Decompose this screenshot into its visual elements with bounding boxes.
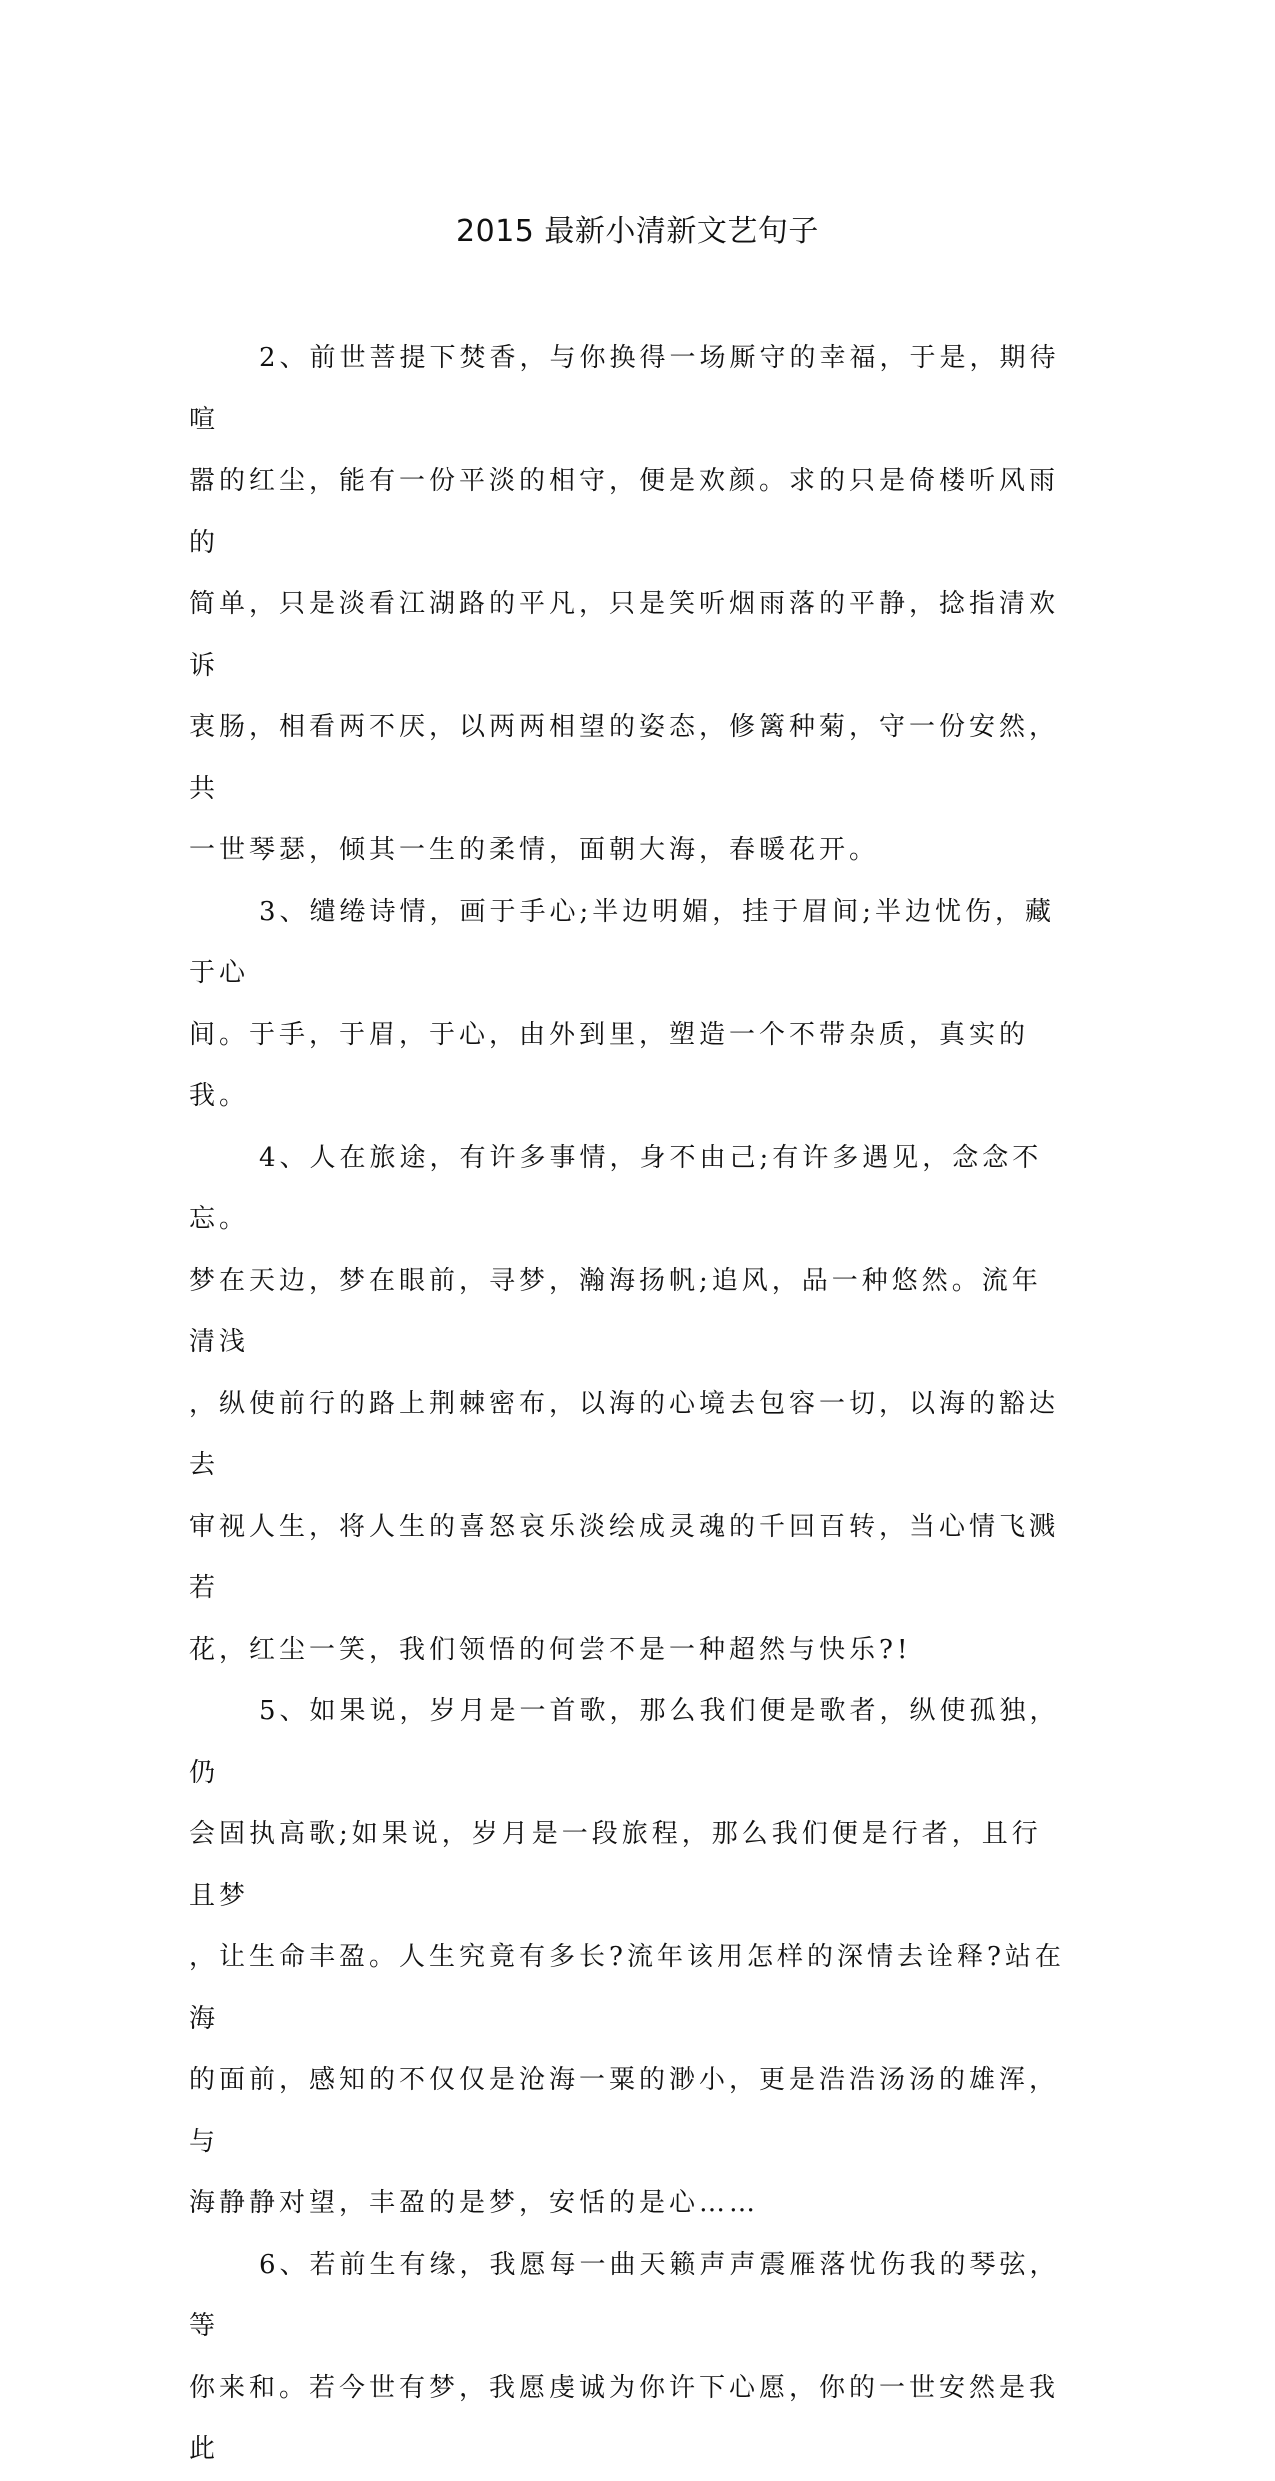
document-body (189, 328, 1069, 2481)
paragraph-5: 5、如果说，岁月是一首歌，那么我们便是歌者，纵使孤独，仍 会固执高歌;如果说，岁月是一段旅程，那么我们便是行者，且行且梦 ，让生命丰盈。人生究竟有多长?流年该用怎样的深情去诠释?站在海 的面前，感知的不仅仅是沧海一粟的渺小，更是浩浩汤汤的雄浑，与 海静静对望，丰盈的是梦，安恬的是心…… (189, 1696, 1065, 2218)
document-title: 2015 最新小清新文艺句子 (456, 214, 819, 249)
paragraph-2: 2、前世菩提下焚香，与你换得一场厮守的幸福，于是，期待喧 嚣的红尘，能有一份平淡的相守，便是欢颜。求的只是倚楼听风雨的 简单，只是淡看江湖路的平凡，只是笑听烟雨落的平静，捻指清欢诉 衷肠，相看两不厌，以两两相望的姿态，修篱种菊，守一份安然，共 一世琴瑟，倾其一生的柔情，面朝大海，春暖花开。 (189, 343, 1060, 865)
paragraph-3: 3、缱绻诗情，画于手心;半边明媚，挂于眉间;半边忧伤，藏于心 间。于手，于眉，于心，由外到里，塑造一个不带杂质，真实的我。 (189, 896, 1056, 1111)
paragraph-6: 6、若前生有缘，我愿每一曲天籁声声震雁落忧伤我的琴弦，等 你来和。若今世有梦，我愿虔诚为你许下心愿，你的一世安然是我此 (189, 2249, 1060, 2464)
paragraph-4: 4、人在旅途，有许多事情，身不由己;有许多遇见，念念不忘。 梦在天边，梦在眼前，寻梦，瀚海扬帆;追风，品一种悠然。流年清浅 ，纵使前行的路上荆棘密布，以海的心境去包容一切，以海的豁达去 审视人生，将人生的喜怒哀乐淡绘成灵魂的千回百转，当心情飞溅若 花，红尘一笑，我们领悟的何尝不是一种超然与快乐?! (189, 1142, 1060, 1665)
